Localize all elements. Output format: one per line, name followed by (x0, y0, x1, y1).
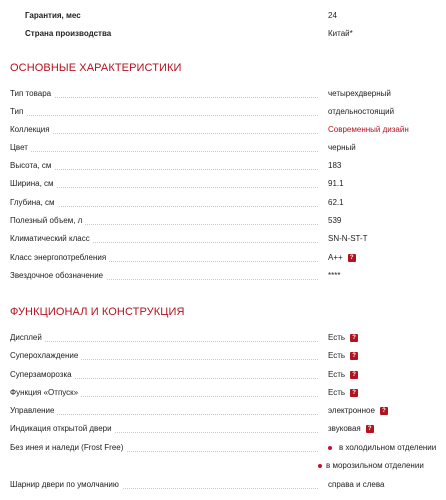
spec-label: Тип (10, 103, 26, 121)
spec-value: Есть (328, 370, 346, 379)
spec-label: Без инея и наледи (Frost Free) (10, 439, 126, 457)
section-title-main: ОСНОВНЫЕ ХАРАКТЕРИСТИКИ (10, 62, 182, 74)
spec-label: Ширина, см (10, 175, 57, 193)
spec-value: черный (328, 143, 356, 152)
bullet-icon (318, 464, 322, 468)
spec-value: 24 (328, 11, 337, 20)
spec-value: 539 (328, 216, 342, 225)
help-icon[interactable]: ? (348, 254, 356, 262)
spec-value: Есть (328, 333, 346, 342)
spec-row-country (10, 25, 436, 43)
spec-row (10, 329, 436, 347)
help-icon[interactable]: ? (350, 389, 358, 397)
help-icon[interactable]: ? (380, 407, 388, 415)
spec-value: Есть (328, 388, 346, 397)
spec-label: Страна производства (10, 25, 114, 43)
spec-value: Есть (328, 351, 346, 360)
spec-label: Полезный объем, л (10, 212, 85, 230)
help-icon[interactable]: ? (350, 352, 358, 360)
spec-label: Суперзаморозка (10, 366, 75, 384)
spec-row (10, 267, 436, 285)
spec-label: Класс энергопотребления (10, 249, 109, 267)
spec-row (10, 366, 436, 384)
spec-row (10, 175, 436, 193)
spec-value: A++ (328, 253, 343, 262)
spec-row (10, 402, 436, 420)
help-icon[interactable]: ? (350, 371, 358, 379)
spec-label: Тип товара (10, 85, 54, 103)
spec-label: Суперохлаждение (10, 347, 81, 365)
spec-row (10, 139, 436, 157)
spec-row (10, 212, 436, 230)
spec-label: Цвет (10, 139, 31, 157)
spec-value: 183 (328, 161, 342, 170)
spec-row (10, 121, 436, 139)
spec-value: справа и слева (328, 480, 385, 489)
spec-row (10, 249, 436, 267)
spec-label: Звездочное обозначение (10, 267, 106, 285)
spec-value: SN-N-ST-T (328, 234, 368, 243)
spec-row (10, 230, 436, 248)
help-icon[interactable]: ? (350, 334, 358, 342)
spec-label: Коллекция (10, 121, 53, 139)
spec-row (10, 347, 436, 365)
spec-value: электронное (328, 406, 375, 415)
spec-row (10, 157, 436, 175)
spec-row (10, 439, 436, 457)
spec-row (10, 384, 436, 402)
spec-value: в морозильном отделении (326, 461, 424, 470)
spec-row-warranty (10, 7, 436, 25)
collection-link[interactable]: Современный дизайн (328, 125, 409, 134)
spec-value: 91.1 (328, 179, 344, 188)
help-icon[interactable]: ? (366, 425, 374, 433)
spec-row (10, 194, 436, 212)
spec-row (10, 420, 436, 438)
spec-value: четырехдверный (328, 89, 391, 98)
spec-value: отдельностоящий (328, 107, 395, 116)
bullet-icon (328, 446, 332, 450)
spec-label: Гарантия, мес (10, 7, 84, 25)
spec-label: Индикация открытой двери (10, 420, 115, 438)
spec-label: Дисплей (10, 329, 45, 347)
spec-value: звуковая (328, 424, 361, 433)
spec-row (10, 476, 436, 494)
spec-label: Функция «Отпуск» (10, 384, 81, 402)
spec-value: в холодильном отделении (339, 443, 437, 452)
spec-value: 62.1 (328, 198, 344, 207)
spec-row (10, 85, 436, 103)
spec-label: Глубина, см (10, 194, 58, 212)
spec-label: Климатический класс (10, 230, 93, 248)
spec-label: Шарнир двери по умолчанию (10, 476, 122, 494)
section-title-functions: ФУНКЦИОНАЛ И КОНСТРУКЦИЯ (10, 306, 185, 318)
spec-value: **** (328, 271, 341, 280)
spec-value-extra (318, 457, 424, 475)
spec-label: Управление (10, 402, 57, 420)
spec-label: Высота, см (10, 157, 54, 175)
spec-row (10, 103, 436, 121)
spec-value: Китай* (328, 29, 353, 38)
